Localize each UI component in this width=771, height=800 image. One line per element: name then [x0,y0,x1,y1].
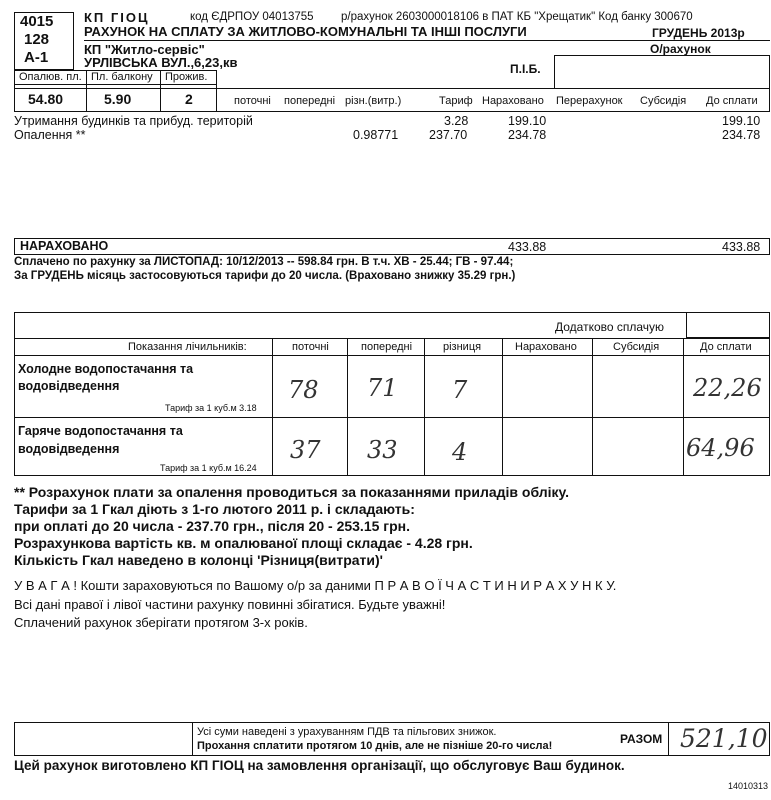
col-charged: Нараховано [482,95,544,107]
hot-water-name-2: водовідведення [18,442,120,456]
meters-col-d [502,338,503,476]
heated-area-value: 54.80 [28,91,64,107]
cold-water-to-pay[interactable]: 22,26 [693,374,762,402]
col-recalc: Перерахунок [556,95,623,107]
col-subsidy: Субсидія [640,95,687,107]
warning-line-3: Сплачений рахунок зберігати протягом 3-х років. [14,615,308,630]
meters-hdr-top [14,338,770,339]
extra-pay-label: Додатково сплачую [555,320,665,334]
heating-info-3: при оплаті до 20 числа - 237.70 грн., після 20 - 253.15 грн. [14,518,411,534]
meters-col-f [683,338,684,476]
cold-water-current[interactable]: 78 [288,376,319,404]
heating-info-4: Розрахункова вартість кв. м опалюваної площі складає - 4.28 грн. [14,535,473,551]
footer-divider-1 [192,722,193,756]
pib-label: П.І.Б. [510,62,541,76]
col-tariff: Тариф [439,95,473,107]
account-label: О/рахунок [650,42,711,56]
meters-col-a [272,338,273,476]
meters-col-b [347,338,348,476]
hot-water-tariff: Тариф за 1 куб.м 16.24 [160,463,257,473]
meters-col-c [424,338,425,476]
meters-col-e [592,338,593,476]
total-label: РАЗОМ [620,732,663,746]
bank-account: р/рахунок 2603000018106 в ПАТ КБ "Хрещатик" Код банку 300670 [341,11,693,23]
made-by-note: Цей рахунок виготовлено КП ГІОЦ на замовлення організації, що обслуговує Ваш будинок. [14,758,625,773]
bill-title: РАХУНОК НА СПЛАТУ ЗА ЖИТЛОВО-КОМУНАЛЬНІ ТА ІНШІ ПОСЛУГИ [84,24,527,39]
col-previous: попередні [284,95,336,107]
deadline-note: Прохання сплатити протягом 10 днів, але не пізніше 20-го числа! [197,740,553,752]
account-line-2: 128 [24,31,50,48]
cold-water-name-1: Холодне водопостачання та [18,362,194,376]
meters-col-diff: різниця [443,341,482,353]
heating-info-2: Тарифи за 1 Гкал діють з 1-го лютого 2011 р. і складають: [14,501,415,517]
residents-label: Прожив. [165,71,208,83]
vat-note: Усі суми наведені з урахуванням ПДВ та пільгових знижок. [197,726,497,738]
hot-water-diff[interactable]: 4 [452,438,468,466]
meters-row-divider [14,417,770,418]
service-2-to-pay: 234.78 [722,128,761,142]
totals-to-pay: 433.88 [722,240,761,254]
warning-line-2: Всі дані правої і лівої частини рахунку повинні збігатися. Будьте уважні! [14,597,446,612]
account-line-1: 4015 [20,13,54,30]
heated-area-label: Опалюв. пл. [19,71,82,83]
total-value[interactable]: 521,10 [680,724,768,753]
service-2-diff: 0.98771 [353,128,399,142]
hot-water-name-1: Гаряче водопостачання та [18,424,183,438]
footer-divider-2 [668,722,669,756]
totals-charged: 433.88 [508,240,547,254]
cold-water-diff[interactable]: 7 [452,376,468,404]
meters-col-subsidy: Субсидія [613,341,660,353]
hot-water-previous[interactable]: 33 [367,436,398,464]
account-number-box [554,55,770,89]
hot-water-current[interactable]: 37 [290,436,321,464]
meters-hdr-bottom [14,355,770,356]
totals-row [14,238,770,255]
heating-info-1: ** Розрахунок плати за опалення проводиться за показаннями приладів обліку. [14,484,570,500]
service-2-tariff: 237.70 [429,128,468,142]
warning-line-1: У В А Г А ! Кошти зараховуються по Вашому о/р за даними П Р А В О Ї Ч А С Т И Н И Р А Х У Н К У. [14,578,617,593]
form-code: 14010313 [728,781,769,791]
paid-note: Сплачено по рахунку за ЛИСТОПАД: 10/12/2013 -- 598.84 грн. В т.ч. ХВ - 25.44; ГВ - 97.44; [14,256,514,268]
service-2-charged: 234.78 [508,128,547,142]
extra-pay-input[interactable] [686,312,770,338]
service-2-name: Опалення ** [14,128,86,142]
balcony-area-value: 5.90 [104,91,132,107]
cold-water-tariff: Тариф за 1 куб.м 3.18 [165,403,257,413]
cold-water-previous[interactable]: 71 [367,374,398,402]
service-1-to-pay: 199.10 [722,114,761,128]
hot-water-to-pay[interactable]: 64,96 [686,434,755,462]
heating-info-5: Кількість Гкал наведено в колонці 'Різниця(витрати)' [14,552,384,568]
address: УРЛІВСЬКА ВУЛ.,6,23,кв [84,55,238,70]
meters-col-current: поточні [292,341,329,353]
service-1-name: Утримання будинків та прибуд. територій [14,114,253,128]
totals-label: НАРАХОВАНО [20,239,109,253]
edrpou-code: код ЄДРПОУ 04013755 [190,11,314,23]
col-current: поточні [234,95,271,107]
provider-name: КП "Житло-сервіс" [84,42,205,57]
col-diff: різн.(витр.) [345,95,402,107]
meters-col-to-pay: До сплати [700,341,752,353]
org-name: КП ГІОЦ [84,10,150,25]
tariff-note: За ГРУДЕНЬ місяць застосовуються тарифи до 20 числа. (Враховано знижку 35.29 грн.) [14,270,516,282]
meters-col-previous: попередні [361,341,413,353]
balcony-area-label: Пл. балкону [91,71,153,83]
params-divider [14,84,217,85]
meters-col-charged: Нараховано [515,341,577,353]
residents-value: 2 [185,91,193,107]
service-1-charged: 199.10 [508,114,547,128]
bill-period: ГРУДЕНЬ 2013р [652,26,745,40]
account-line-3: А-1 [24,49,49,66]
col-to-pay: До сплати [706,95,758,107]
meters-col-readings: Показання лічильників: [128,341,247,353]
service-1-tariff: 3.28 [444,114,469,128]
cold-water-name-2: водовідведення [18,379,120,393]
